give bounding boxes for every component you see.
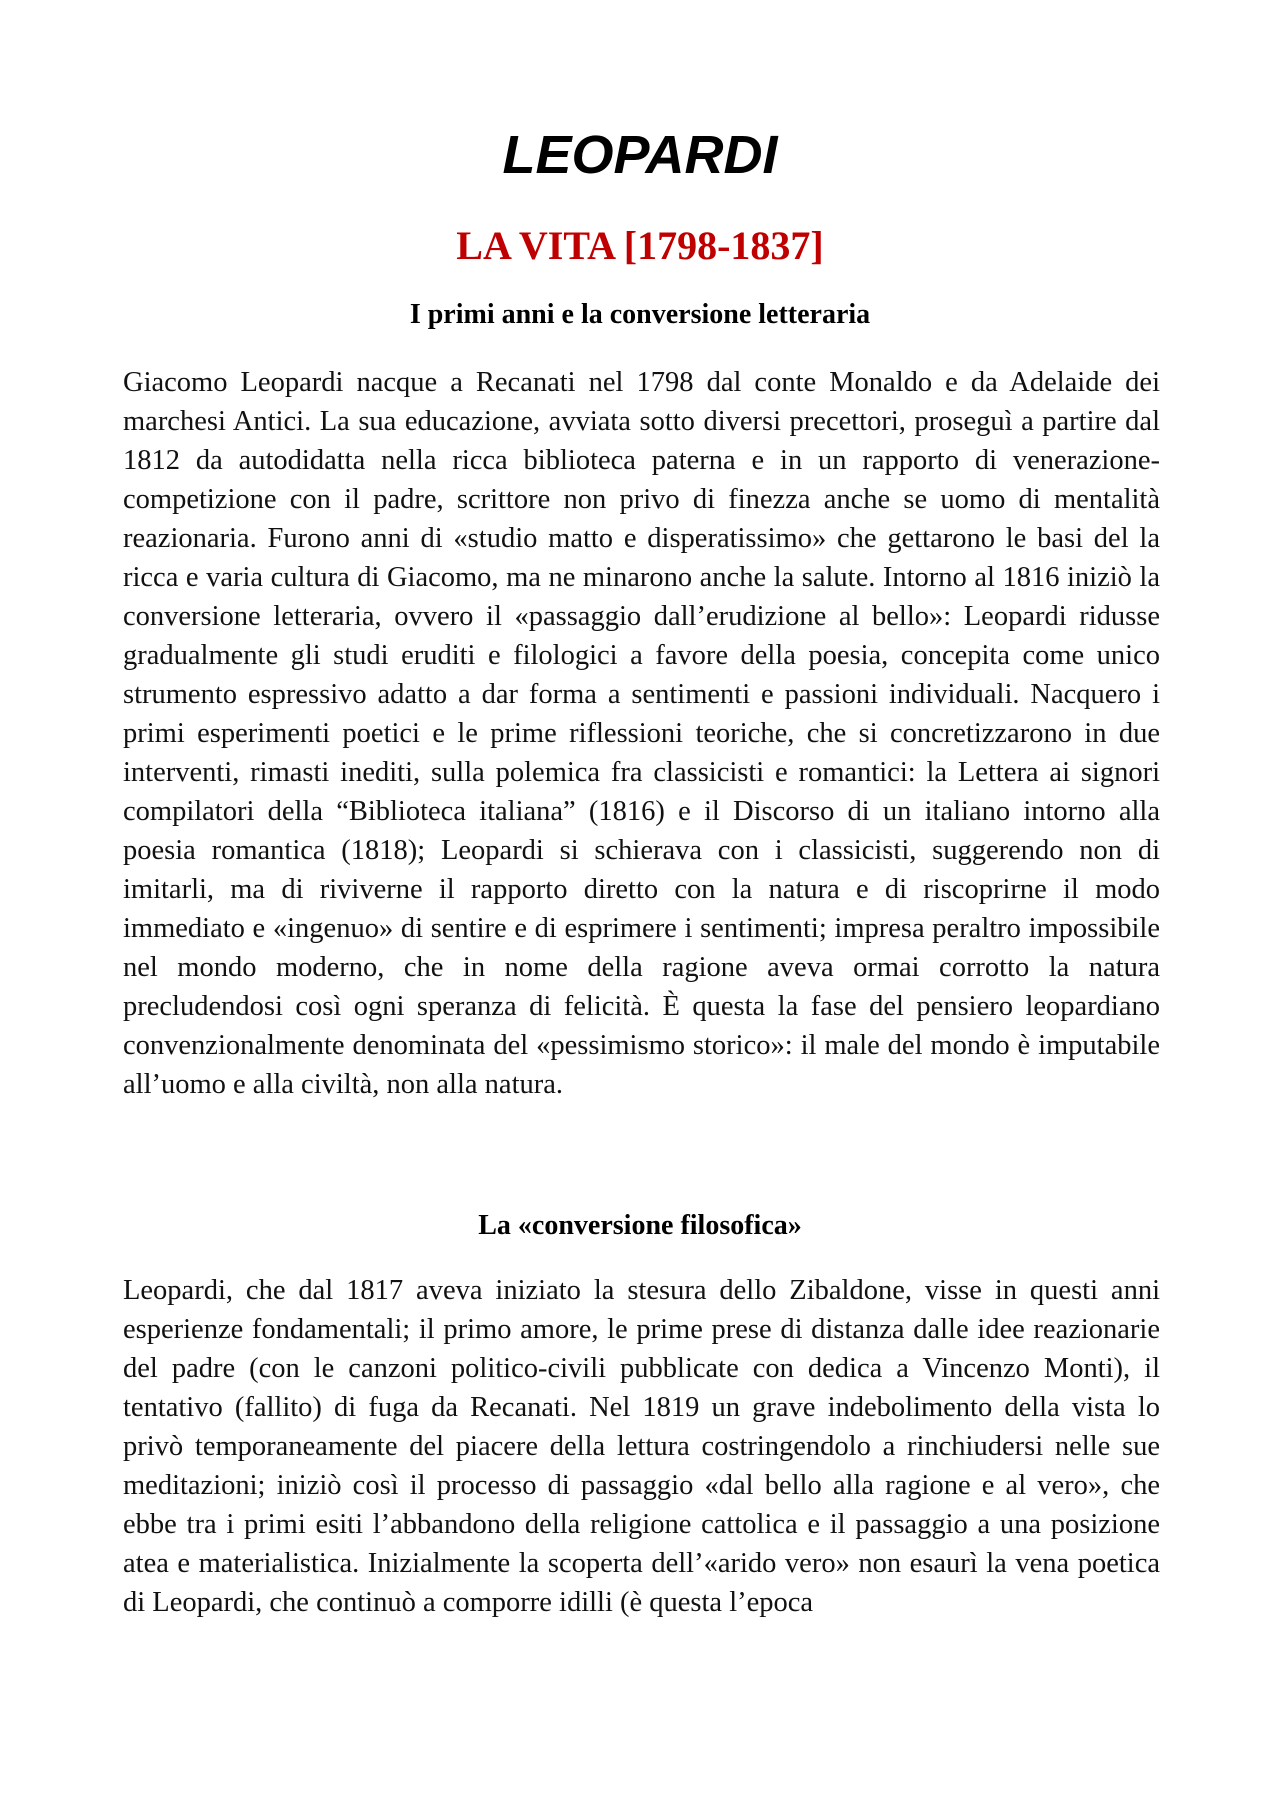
page-title: LEOPARDI bbox=[502, 125, 778, 185]
section-paragraph-philosophical-conversion: Leopardi, che dal 1817 aveva iniziato la stesura dello Zibaldone, visse in questi anni esperienze fondamentali; il primo amore, le prime prese di distanza dalle idee reazionarie del padre (con le canzoni politico-civili pubblicate con dedica a Vincenzo Monti), il tentativo (fallito) di fuga da Recanati. Nel 1819 un grave indebolimento della vista lo privò temporaneamente del piacere della lettura costringendolo a rinchiudersi nelle sue meditazioni; iniziò così il processo di passaggio «dal bello alla ragione e al vero», che ebbe tra i primi esiti l’abbandono della religione cattolica e il passaggio a una posizione atea e materialistica. Inizialmente la scoperta dell’«arido vero» non esaurì la vena poetica di Leopardi, che continuò a comporre idilli (è questa l’epoca bbox=[123, 1275, 1160, 1618]
section-heading-philosophical-conversion: La «conversione filosofica» bbox=[478, 1210, 802, 1241]
section-paragraph-early-years: Giacomo Leopardi nacque a Recanati nel 1798 dal conte Monaldo e da Adelaide dei marchesi Antici. La sua educazione, avviata sotto diversi precettori, proseguì a partire dal 1812 da autodidatta nella ricca biblioteca paterna e in un rapporto di venerazione-competizione con il padre, scrittore non privo di finezza anche se uomo di mentalità reazionaria. Furono anni di «studio matto e disperatissimo» che gettarono le basi del la ricca e varia cultura di Giacomo, ma ne minarono anche la salute. Intorno al 1816 iniziò la conversione letteraria, ovvero il «passaggio dall’erudizione al bello»: Leopardi ridusse gradualmente gli studi eruditi e filologici a favore della poesia, concepita come unico strumento espressivo adatto a dar forma a sentimenti e passioni individuali. Nacquero i primi esperimenti poetici e le prime riflessioni teoriche, che si concretizzarono in due interventi, rimasti inediti, sulla polemica fra classicisti e romantici: la Lettera ai signori compilatori della “Biblioteca italiana” (1816) e il Discorso di un italiano intorno alla poesia romantica (1818); Leopardi si schierava con i classicisti, suggerendo non di imitarli, ma di riviverne il rapporto diretto con la natura e di riscoprirne il modo immediato e «ingenuo» di sentire e di esprimere i sentimenti; impresa peraltro impossibile nel mondo moderno, che in nome della ragione aveva ormai corrotto la natura precludendosi così ogni speranza di felicità. È questa la fase del pensiero leopardiano convenzionalmente denominata del «pessimismo storico»: il male del mondo è imputabile all’uomo e alla civiltà, non alla natura. bbox=[123, 367, 1160, 1100]
section-heading-early-years: I primi anni e la conversione letteraria bbox=[409, 299, 871, 330]
page-subtitle: LA VITA [1798-1837] bbox=[456, 223, 824, 268]
